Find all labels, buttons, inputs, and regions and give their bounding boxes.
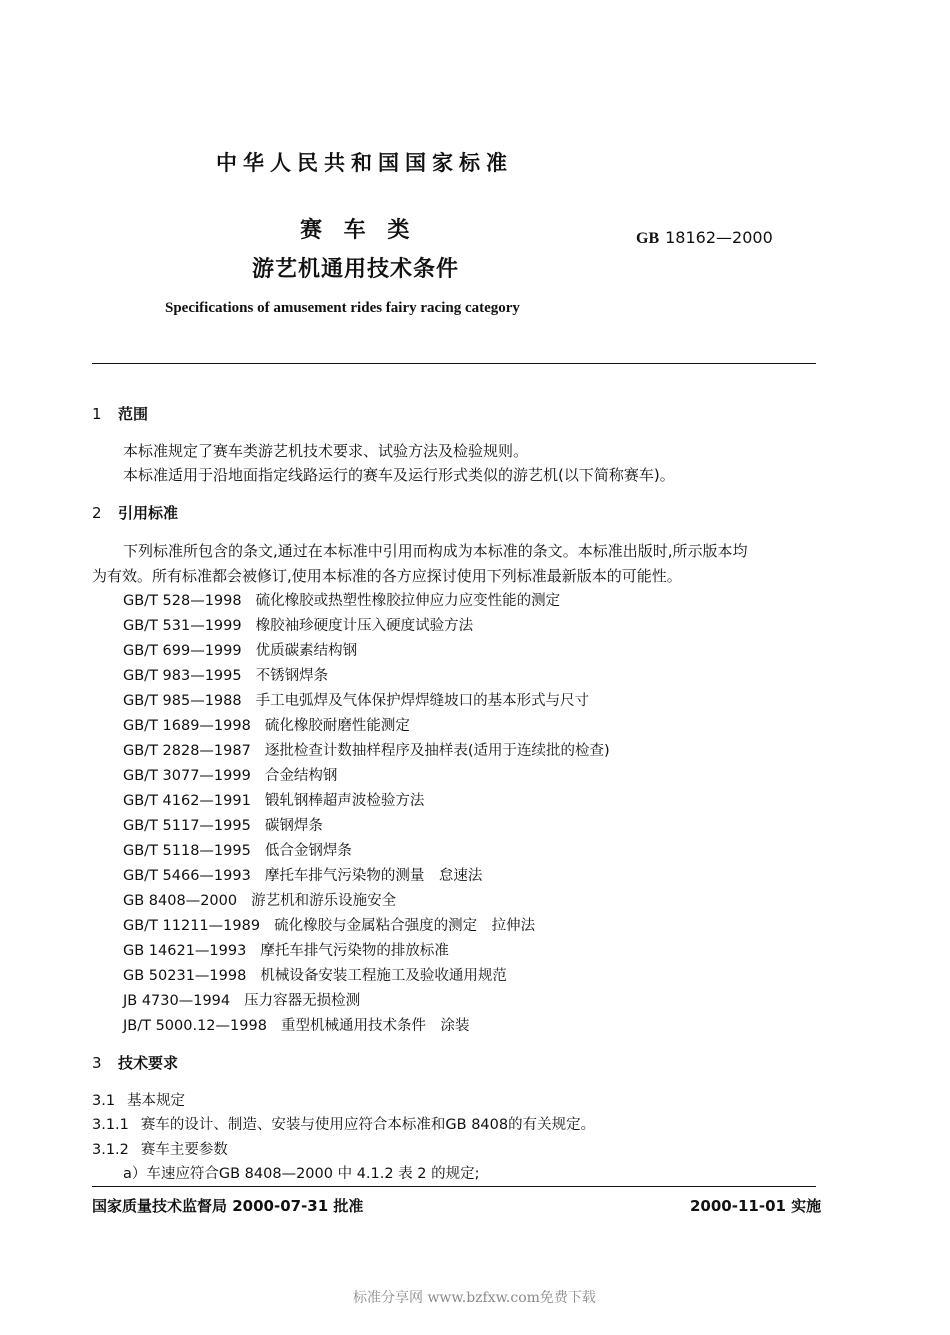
reference-code: GB/T 528—1998 xyxy=(123,593,242,609)
reference-title: 机械设备安装工程施工及验收通用规范 xyxy=(260,968,507,984)
reference-code: GB 50231—1998 xyxy=(123,968,247,984)
clause-title: 赛车主要参数 xyxy=(140,1142,228,1158)
reference-code: GB/T 983—1995 xyxy=(123,668,242,684)
reference-item xyxy=(123,689,589,710)
section-1-paragraph: 本标准适用于沿地面指定线路运行的赛车及运行形式类似的游艺机(以下简称赛车)。 xyxy=(123,466,675,484)
reference-title: 硫化橡胶或热塑性橡胶拉伸应力应变性能的测定 xyxy=(255,593,561,609)
reference-item xyxy=(123,789,424,810)
reference-code: GB/T 4162—1991 xyxy=(123,793,251,809)
reference-title: 硫化橡胶与金属粘合强度的测定 拉伸法 xyxy=(274,918,536,934)
reference-title: 优质碳素结构钢 xyxy=(255,643,358,659)
reference-item xyxy=(123,614,473,635)
reference-item xyxy=(123,889,396,910)
reference-code: GB/T 2828—1987 xyxy=(123,743,251,759)
reference-code: GB/T 5466—1993 xyxy=(123,868,251,884)
section-1-paragraph: 本标准规定了赛车类游艺机技术要求、试验方法及检验规则。 xyxy=(123,442,529,460)
reference-title: 不锈钢焊条 xyxy=(255,668,329,684)
clause-text: 赛车的设计、制造、安装与使用应符合本标准和GB 8408的有关规定。 xyxy=(140,1117,596,1133)
reference-code: JB 4730—1994 xyxy=(123,993,231,1009)
english-title: Specifications of amusement rides fairy racing category xyxy=(165,300,520,316)
standard-prefix: GB xyxy=(636,230,660,247)
reference-title: 锻轧钢棒超声波检验方法 xyxy=(264,793,425,809)
reference-item xyxy=(123,639,357,660)
reference-code: GB/T 3077—1999 xyxy=(123,768,251,784)
title-line-1: 赛 车 类 xyxy=(300,218,410,243)
reference-title: 碳钢焊条 xyxy=(264,818,323,834)
reference-item xyxy=(123,939,449,960)
reference-item xyxy=(123,814,323,835)
reference-title: 游艺机和游乐设施安全 xyxy=(251,893,397,909)
reference-code: GB/T 985—1988 xyxy=(123,693,242,709)
list-item-a: a）车速应符合GB 8408—2000 中 4.1.2 表 2 的规定; xyxy=(123,1166,480,1182)
watermark-text: 标准分享网 www.bzfxw.com免费下载 xyxy=(353,1290,596,1306)
section-1-heading xyxy=(92,403,148,424)
clause-number: 3.1.1 xyxy=(92,1117,129,1133)
reference-title: 手工电弧焊及气体保护焊焊缝坡口的基本形式与尺寸 xyxy=(255,693,590,709)
section-2-number: 2 xyxy=(92,504,102,522)
header-divider xyxy=(92,363,816,364)
reference-code: GB 8408—2000 xyxy=(123,893,238,909)
section-2-title: 引用标准 xyxy=(118,504,179,522)
clause-3-1-2 xyxy=(92,1138,228,1159)
clause-number: 3.1.2 xyxy=(92,1142,129,1158)
reference-item xyxy=(123,964,507,985)
reference-code: GB/T 531—1999 xyxy=(123,618,242,634)
national-standard-heading: 中华人民共和国国家标准 xyxy=(216,151,513,175)
reference-title: 摩托车排气污染物的排放标准 xyxy=(260,943,449,959)
footer-divider xyxy=(92,1186,816,1187)
section-3-heading xyxy=(92,1052,178,1073)
reference-item xyxy=(123,1014,469,1035)
reference-title: 逐批检查计数抽样程序及抽样表(适用于连续批的检查) xyxy=(264,743,610,759)
reference-title: 压力容器无损检测 xyxy=(244,993,361,1009)
reference-item xyxy=(123,839,352,860)
reference-item xyxy=(123,589,560,610)
reference-item xyxy=(123,914,535,935)
section-2-intro: 为有效。所有标准都会被修订,使用本标准的各方应探讨使用下列标准最新版本的可能性。 xyxy=(92,567,682,585)
reference-code: GB/T 11211—1989 xyxy=(123,918,261,934)
reference-item xyxy=(123,664,328,685)
standard-number-value: 18162—2000 xyxy=(665,228,773,247)
reference-code: GB/T 5118—1995 xyxy=(123,843,251,859)
approval-text: 国家质量技术监督局 2000-07-31 批准 xyxy=(92,1197,364,1215)
section-1-number: 1 xyxy=(92,405,102,423)
section-1-title: 范围 xyxy=(118,405,149,423)
reference-title: 摩托车排气污染物的测量 怠速法 xyxy=(264,868,483,884)
clause-3-1-1 xyxy=(92,1113,595,1134)
section-3-number: 3 xyxy=(92,1054,102,1072)
standard-number xyxy=(636,228,773,248)
reference-code: GB/T 5117—1995 xyxy=(123,818,251,834)
reference-item xyxy=(123,864,482,885)
reference-item xyxy=(123,714,410,735)
reference-code: GB/T 1689—1998 xyxy=(123,718,251,734)
section-2-heading xyxy=(92,502,178,523)
title-line-2: 游艺机通用技术条件 xyxy=(252,257,460,282)
reference-code: GB 14621—1993 xyxy=(123,943,247,959)
reference-title: 低合金钢焊条 xyxy=(264,843,352,859)
reference-item xyxy=(123,764,337,785)
clause-3-1 xyxy=(92,1089,185,1110)
reference-item xyxy=(123,739,610,760)
reference-title: 合金结构钢 xyxy=(264,768,338,784)
clause-title: 基本规定 xyxy=(127,1093,186,1109)
reference-code: JB/T 5000.12—1998 xyxy=(123,1018,267,1034)
reference-code: GB/T 699—1999 xyxy=(123,643,242,659)
reference-title: 硫化橡胶耐磨性能测定 xyxy=(264,718,410,734)
section-3-title: 技术要求 xyxy=(118,1054,179,1072)
implementation-text: 2000-11-01 实施 xyxy=(690,1197,822,1215)
reference-title: 重型机械通用技术条件 涂装 xyxy=(280,1018,470,1034)
reference-item xyxy=(123,989,360,1010)
clause-number: 3.1 xyxy=(92,1093,116,1109)
section-2-intro: 下列标准所包含的条文,通过在本标准中引用而构成为本标准的条文。本标准出版时,所示版本均 xyxy=(123,542,748,560)
reference-title: 橡胶袖珍硬度计压入硬度试验方法 xyxy=(255,618,474,634)
